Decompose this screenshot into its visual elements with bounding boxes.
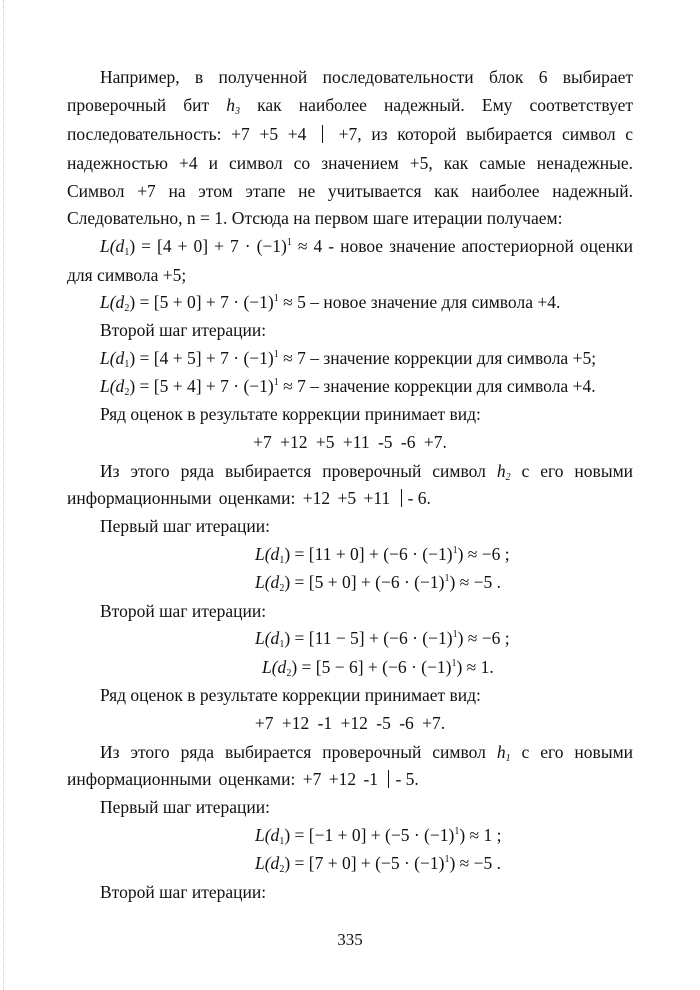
- equation-2: $L(d_2) = [5 + 0] + 7 \cdot (-1)^1 \approx 5$ – новое значение для символа +4.: [100, 292, 561, 314]
- p3-line-2: информационными оценками: +7 +12 -1 - 5.: [67, 769, 419, 789]
- equation-10: $L(d_2) = [7 + 0] + (-5 \cdot (-1)^1) \approx -5$ .: [255, 853, 502, 875]
- p2-line-1: Из этого ряда выбирается проверочный символ $h_2$ с его новыми: [100, 461, 634, 483]
- equation-1-continuation: для символа +5;: [67, 265, 187, 285]
- p3-line-1: Из этого ряда выбирается проверочный символ $h_1$ с его новыми: [100, 742, 634, 764]
- row-a-values: +7 +12 +5 +11 -5 -6 +7.: [253, 432, 447, 452]
- check-symbol-h2: $h_2$: [496, 461, 511, 483]
- step-2-heading-b: Второй шаг итерации:: [100, 601, 267, 621]
- equation-8: $L(d_2) = [5 - 6] + (-6 \cdot (-1)^1) \approx 1$.: [262, 657, 494, 679]
- p1-line-3: последовательность: +7 +5 +4 +7, из которой выбирается символ с: [67, 124, 634, 144]
- separator-bar: [322, 125, 323, 143]
- check-symbol-h1: $h_1$: [496, 742, 511, 764]
- equation-5: $L(d_1) = [11 + 0] + (-6 \cdot (-1)^1) \approx -6$ ;: [255, 544, 510, 566]
- step-1-heading-c: Первый шаг итерации:: [100, 797, 270, 817]
- page-margin-dotted-line: [3, 0, 4, 990]
- equation-9: $L(d_1) = [-1 + 0] + (-5 \cdot (-1)^1) \approx 1$ ;: [255, 825, 502, 847]
- equation-3: $L(d_1) = [4 + 5] + 7 \cdot (-1)^1 \approx 7$ – значение коррекции для символа +5;: [100, 348, 597, 370]
- p1-line-4: надежностью +4 и символ со значением +5, как самые ненадежные.: [67, 153, 633, 173]
- step-2-heading-a: Второй шаг итерации:: [100, 320, 267, 340]
- row-b-values: +7 +12 -1 +12 -5 -6 +7.: [254, 713, 446, 733]
- equation-1: $L(d_1) = [4 + 0] + 7 \cdot (-1)^1 \approx 4$ - новое значение апостериорной оценки: [100, 236, 633, 258]
- p1-line-5: Символ +7 на этом этапе не учитывается как наиболее надежный.: [67, 181, 633, 201]
- p1-line-2: проверочный бит $h_3$ как наиболее надежный. Ему соответствует: [67, 95, 633, 117]
- row-a-intro: Ряд оценок в результате коррекции принимает вид:: [100, 404, 481, 424]
- row-b-intro: Ряд оценок в результате коррекции принимает вид:: [100, 685, 481, 705]
- step-1-heading-b: Первый шаг итерации:: [100, 516, 270, 536]
- separator-bar: [401, 489, 402, 507]
- equation-7: $L(d_1) = [11 - 5] + (-6 \cdot (-1)^1) \approx -6$ ;: [255, 628, 510, 650]
- separator-bar: [388, 770, 389, 788]
- page-number: 335: [337, 930, 363, 949]
- check-bit-symbol: $h_3$: [226, 95, 241, 117]
- p2-line-2: информационными оценками: +12 +5 +11 - 6.: [67, 488, 431, 508]
- step-2-heading-c: Второй шаг итерации:: [100, 882, 267, 902]
- equation-4: $L(d_2) = [5 + 4] + 7 \cdot (-1)^1 \approx 7$ – значение коррекции для символа +4.: [100, 376, 596, 398]
- equation-6: $L(d_2) = [5 + 0] + (-6 \cdot (-1)^1) \approx -5$ .: [255, 572, 502, 594]
- p1-line-6: Следовательно, n = 1. Отсюда на первом шаге итерации получаем:: [67, 208, 563, 228]
- p1-line-1: Например, в полученной последовательности блок 6 выбирает: [100, 67, 633, 87]
